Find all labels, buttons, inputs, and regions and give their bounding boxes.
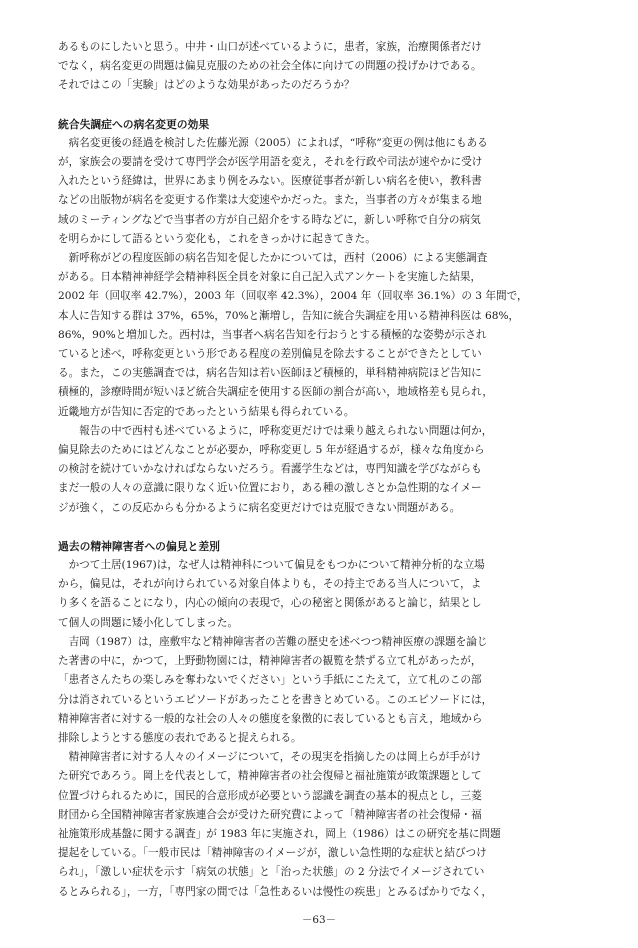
section-schizophrenia-rename-effect [58,115,582,518]
text-line: 域のミーティングなどで当事者の方が自己紹介をする時などに，新しい呼称で自分の病気 [58,213,481,226]
text-line: がある。日本精神神経学会精神科医全員を対象に自己記入式アンケートを実施した結果， [58,271,482,284]
text-line: などの出版物が病名を変更する作業は大変速やかだった。また，当事者の方々が集まる地 [58,194,482,207]
text-line: た研究であろう。岡上を代表として，精神障害者の社会復帰と福祉施策が政策課題として [58,770,482,783]
text-line: から，偏見は，それが向けられている対象自体よりも，その持主である当人について，よ [58,578,482,591]
text-line: 積極的，診療時間が短いほど統合失調症を使用する医師の割合が高い，地域格差も見られ， [58,386,493,399]
text-line: 財団から全国精神障害者家族連合会が受けた研究費によって「精神障害者の社会復帰・福 [58,808,482,821]
text-line: 報告の中で西村も述べているように，呼称変更だけでは乗り越えられない問題は何か， [58,424,493,437]
page-number: －63－ [301,914,336,926]
intro-paragraph [58,38,582,96]
text-line: 位置づけられるために，国民的合意形成が必要という認識を調査の基本的視点とし，三菱 [58,789,482,802]
section-heading: 過去の精神障害者への偏見と差別 [58,539,220,553]
text-line: 提起をしている。「一般市民は「精神障害のイメージが，激しい急性期的な症状と結びつけ [58,847,487,860]
text-line: 近畿地方が告知に否定的であったという結果も得られている。 [58,405,355,418]
text-line: ジが強く，この反応からも分かるように病名変更だけでは克服できない問題がある。 [58,501,461,514]
text-line: 本人に告知する群は 37%，65%，70%と漸増し，告知に統合失調症を用いる精神科医は 68%， [58,309,520,322]
text-line: る。また，この実態調査では，病名告知は若い医師ほど積極的，単科精神病院ほど告知に [58,367,482,380]
text-line: り多くを語ることになり，内心の傾向の表現で，心の秘密と関係があると論じ，結果とし [58,597,482,610]
text-line: 2002 年（回収率 42.7%），2003 年（回収率 42.3%），2004 年（回収率 36.1%）の 3 年間で， [58,290,528,303]
section-past-prejudice [58,537,582,902]
text-line: 新呼称がどの程度医師の病名告知を促したかについては，西村（2006）による実態調査 [58,252,488,265]
text-line: 祉施策形成基盤に関する調査」が 1983 年に実施され，岡上（1986）はこの研究を基に問題 [58,827,501,840]
text-line: あるものにしたいと思う。中井・山口が述べているように，患者，家族，治療関係者だけ [58,41,482,53]
text-line: た著書の中に，かつて，上野動物園には，精神障害者の観覧を禁ずる立て札があったが， [58,655,482,668]
text-line: 86%，90%と増加した。西村は，当事者へ病名告知を行おうとする積極的な姿勢が示され [58,328,487,341]
body-column [58,38,582,902]
text-line: でなく，病名変更の問題は偏見克服のための社会全体に向けての問題の投げかけである。 [58,60,482,73]
text-line: まだ一般の人々の意識に限りなく近い位置におり，ある種の激しさとか急性期的なイメー [58,482,482,495]
text-line: るとみられる」，一方，「専門家の間では「急性あるいは慢性の疾患」とみるばかりでなく， [58,885,493,898]
text-line: られ」，「激しい症状を示す「病気の状態」と「治った状態」の 2 分法でイメージされてい [58,866,485,879]
text-line: て個人の問題に矮小化してしまった。 [58,616,239,629]
text-line: 分は消されているというエピソードがあったことを書きとめている。このエピソードには， [58,693,493,706]
text-line: が，家族会の要請を受けて専門学会が医学用語を変え，それを行政や司法が速やかに受け [58,156,483,169]
text-line: を明らかにして語るという変化も，これをきっかけに起きてきた。 [58,232,376,245]
text-line: ていると述べ，呼称変更という形である程度の差別偏見を除去することができたとしてい [58,348,482,361]
text-line: 入れたという経緯は，世界にあまり例をみない。医療従事者が新しい病名を使い，教科書 [58,175,482,188]
text-line: 精神障害者に対する人々のイメージについて，その現実を指摘したのは岡上らが手がけ [58,751,482,764]
section-heading: 統合失調症への病名変更の効果 [58,117,210,131]
text-line: かつて土居(1967)は，なぜ人は精神科について偏見をもつかについて精神分析的な立場 [58,559,485,572]
text-line: 「患者さんたちの楽しみを奪わないでください」という手紙にこたえて，立て札のこの部 [58,674,482,687]
text-line: 精神障害者に対する一般的な社会の人々の態度を象徴的に表しているとも言え，地域から [58,712,483,725]
text-line: 排除しようとする態度の表れであると捉えられる。 [58,731,302,744]
text-line: 偏見除去のためにはどんなことが必要か，呼称変更し 5 年が経過するが，様々な角度から [58,444,485,457]
text-line: の検討を続けていかなければならないだろう。看護学生などは，専門知識を学びながらも [58,463,482,476]
text-line: 病名変更後の経過を検討した佐藤光源（2005）によれば，“呼称”変更の例は他にもある [58,136,488,149]
text-line: それではこの「実験」はどのような効果があったのだろうか？ [58,79,355,92]
text-line: 吉岡（1987）は，座敷牢など精神障害者の苦難の歴史を述べつつ精神医療の課題を論じ [58,635,488,648]
